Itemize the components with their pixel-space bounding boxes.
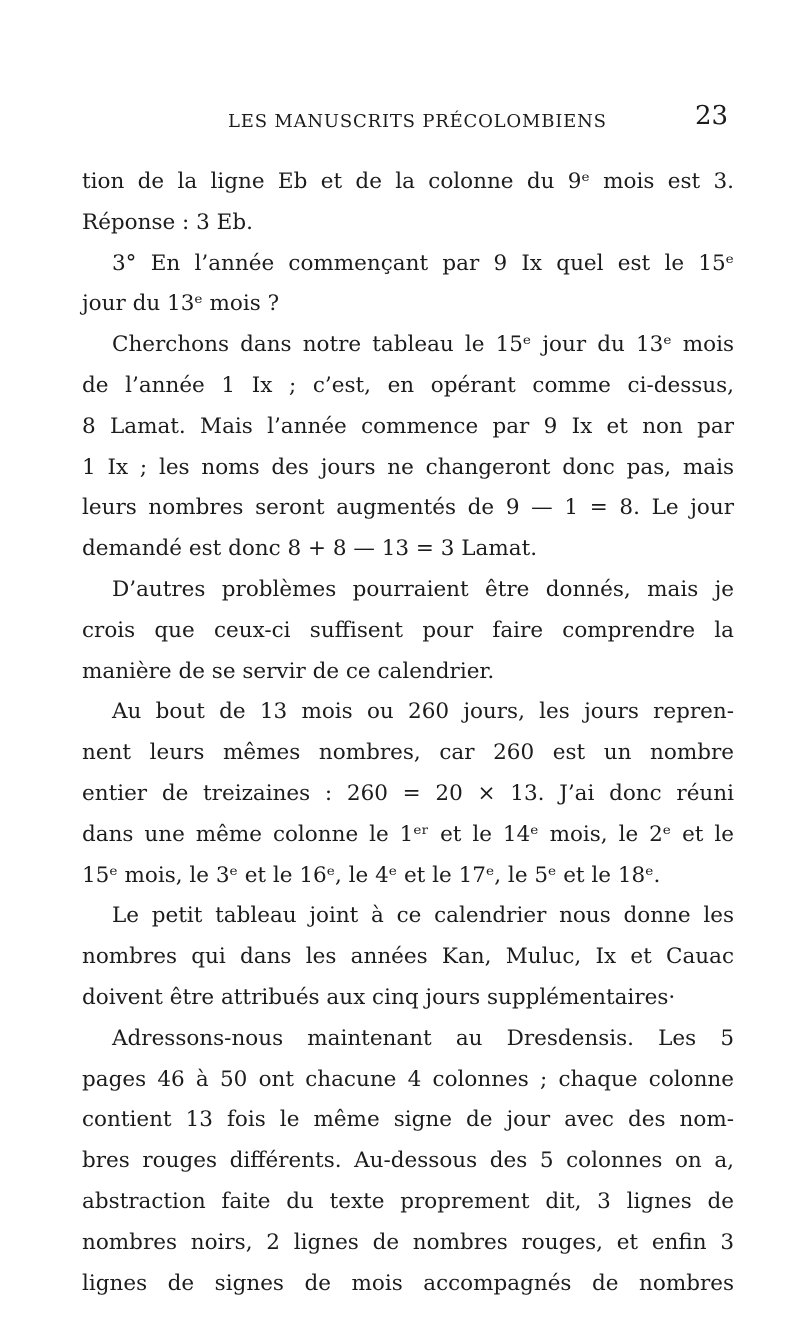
text-line-19: Le petit tableau joint à ce calendrier nous donne les bbox=[112, 903, 734, 929]
text-line-8: 1 Ix ; les noms des jours ne changeront donc pas, mais bbox=[82, 454, 734, 480]
text-line-5: Cherchons dans notre tableau le 15ᵉ jour du 13ᵉ mois bbox=[112, 332, 734, 358]
text-line-17: dans une même colonne le 1ᵉʳ et le 14ᵉ mois, le 2ᵉ et le bbox=[82, 821, 734, 847]
text-line-25: bres rouges différents. Au-dessous des 5 colonnes on a, bbox=[82, 1148, 734, 1174]
text-line-7: 8 Lamat. Mais l’année commence par 9 Ix et non par bbox=[82, 413, 734, 439]
text-line-4: jour du 13ᵉ mois ? bbox=[82, 291, 280, 317]
page-number: 23 bbox=[695, 101, 729, 131]
text-line-1: tion de la ligne Eb et de la colonne du 9ᵉ mois est 3. bbox=[82, 169, 734, 194]
text-line-12: crois que ceux-ci suffisent pour faire comprendre la bbox=[82, 617, 734, 643]
text-line-2: Réponse : 3 Eb. bbox=[82, 209, 253, 235]
text-line-18: 15ᵉ mois, le 3ᵉ et le 16ᵉ, le 4ᵉ et le 17ᵉ, le 5ᵉ et le 18ᵉ. bbox=[82, 862, 661, 888]
text-line-21: doivent être attribués aux cinq jours supplémentaires· bbox=[82, 984, 676, 1010]
text-line-23: pages 46 à 50 ont chacune 4 colonnes ; chaque colonne bbox=[82, 1066, 734, 1092]
text-line-3: 3° En l’année commençant par 9 Ix quel est le 15ᵉ bbox=[112, 250, 734, 276]
text-line-10: demandé est donc 8 + 8 — 13 = 3 Lamat. bbox=[82, 536, 538, 562]
text-line-15: nent leurs mêmes nombres, car 260 est un nombre bbox=[82, 740, 734, 766]
text-line-26: abstraction faite du texte proprement dit, 3 lignes de bbox=[82, 1188, 734, 1214]
text-line-22: Adressons-nous maintenant au Dresdensis. Les 5 bbox=[112, 1025, 734, 1051]
text-line-20: nombres qui dans les années Kan, Muluc, Ix et Cauac bbox=[82, 944, 734, 970]
text-line-24: contient 13 fois le même signe de jour avec des nom- bbox=[82, 1107, 734, 1133]
text-line-9: leurs nombres seront augmentés de 9 — 1 = 8. Le jour bbox=[82, 495, 734, 521]
running-title: LES MANUSCRITS PRÉCOLOMBIENS bbox=[228, 111, 607, 132]
text-line-28: lignes de signes de mois accompagnés de nombres bbox=[82, 1270, 734, 1296]
running-header bbox=[0, 97, 800, 137]
body-text bbox=[82, 162, 734, 1304]
text-line-16: entier de treizaines : 260 = 20 × 13. J’ai donc réuni bbox=[82, 780, 734, 806]
text-line-6: de l’année 1 Ix ; c’est, en opérant comme ci-dessus, bbox=[82, 372, 734, 398]
text-line-11: D’autres problèmes pourraient être donnés, mais je bbox=[112, 576, 734, 602]
text-line-27: nombres noirs, 2 lignes de nombres rouges, et enfin 3 bbox=[82, 1229, 734, 1255]
text-line-13: manière de se servir de ce calendrier. bbox=[82, 658, 495, 684]
text-line-14: Au bout de 13 mois ou 260 jours, les jours repren- bbox=[112, 699, 734, 725]
